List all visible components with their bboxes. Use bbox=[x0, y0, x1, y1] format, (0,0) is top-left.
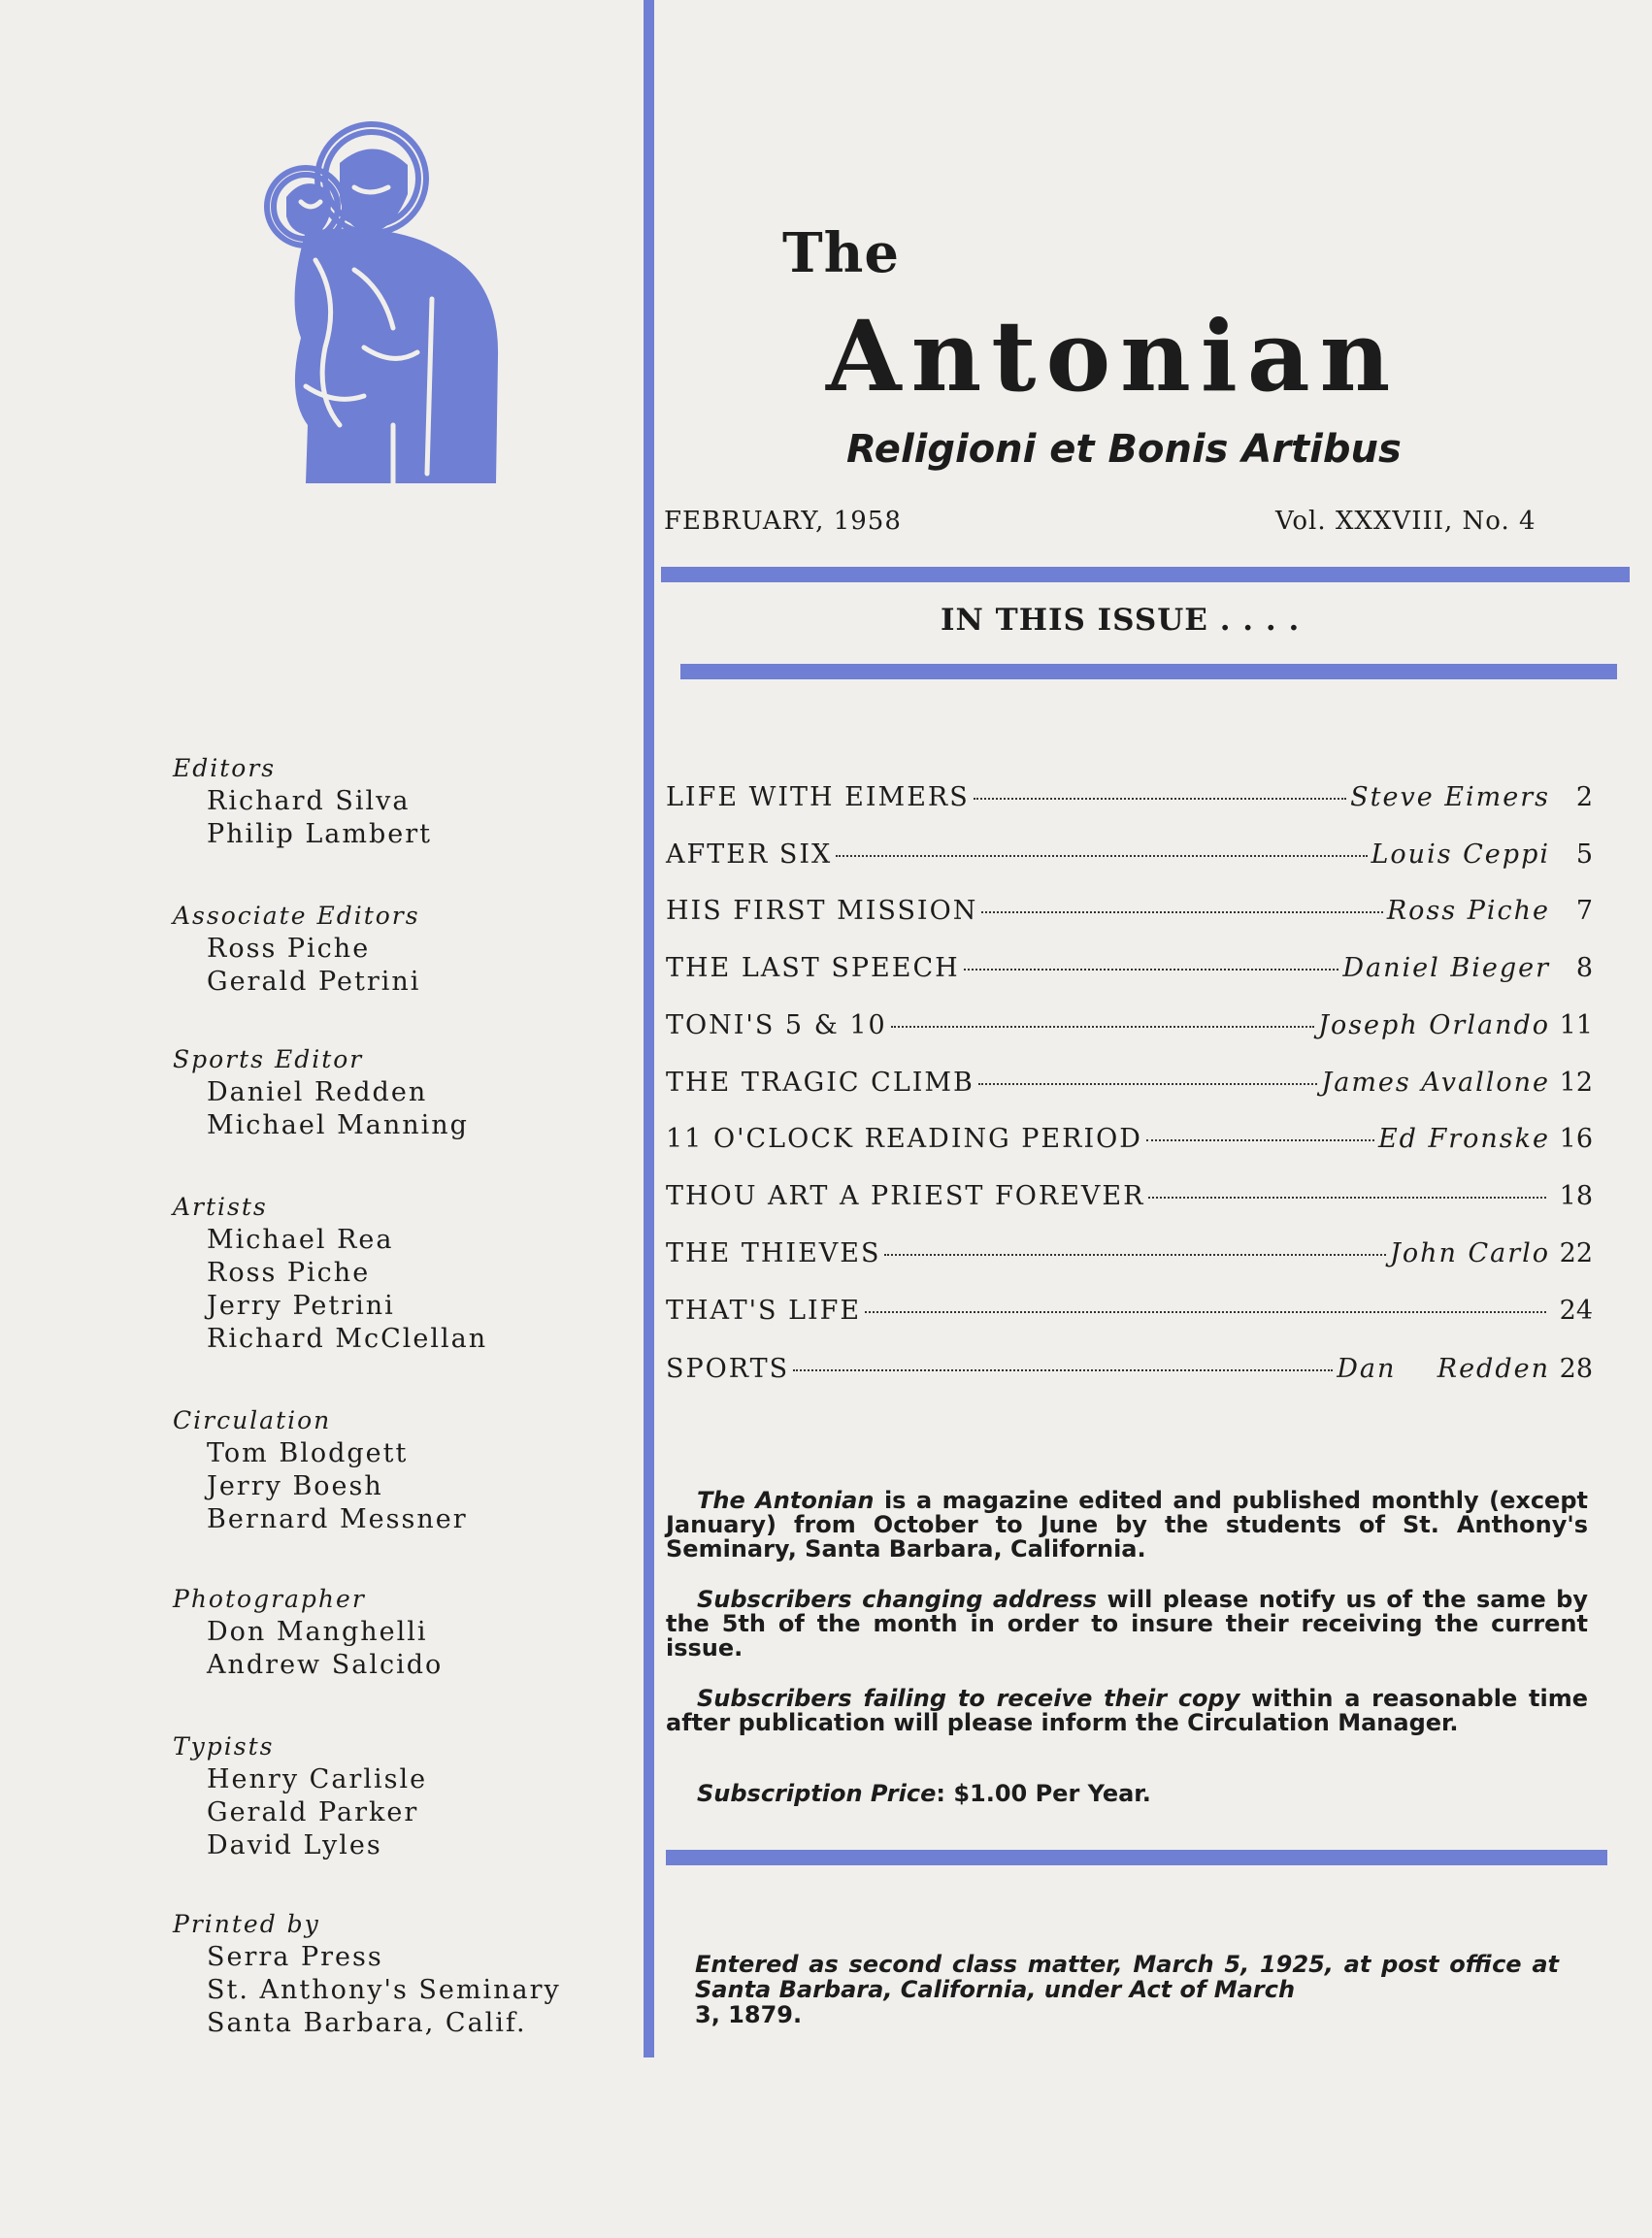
staff-name: Tom Blodgett bbox=[207, 1438, 409, 1468]
leader-dots bbox=[865, 1311, 1546, 1313]
contents-entry bbox=[666, 1238, 1593, 1277]
about-paragraph bbox=[666, 1489, 1588, 1562]
staff-group bbox=[173, 1404, 468, 1536]
entry-author: John Carlo bbox=[1390, 1238, 1550, 1268]
staff-name: Daniel Redden bbox=[207, 1077, 428, 1107]
entry-title: THAT'S LIFE bbox=[666, 1296, 862, 1326]
entry-author: Daniel Bieger bbox=[1342, 953, 1550, 983]
staff-group-title: Circulation bbox=[173, 1406, 332, 1434]
leader-dots bbox=[1146, 1139, 1374, 1141]
entry-author: Dan Redden bbox=[1337, 1354, 1550, 1384]
masthead-the: The bbox=[782, 221, 901, 285]
italic-phrase: Subscribers changing address bbox=[697, 1586, 1098, 1613]
staff-name: Philip Lambert bbox=[207, 819, 432, 849]
entry-author: Ross Piche bbox=[1386, 896, 1550, 926]
issue-volume: Vol. XXXVIII, No. 4 bbox=[1275, 507, 1536, 536]
issue-date: FEBRUARY, 1958 bbox=[664, 507, 902, 536]
saint-with-child-emblem-icon bbox=[248, 105, 519, 493]
entry-title: TONI'S 5 & 10 bbox=[666, 1010, 887, 1040]
contents-entry bbox=[666, 953, 1593, 992]
entry-title: THE THIEVES bbox=[666, 1238, 881, 1268]
contents-entry bbox=[666, 1068, 1593, 1106]
italic-phrase: Subscription Price bbox=[697, 1780, 937, 1807]
staff-name: Michael Rea bbox=[207, 1225, 394, 1255]
in-this-issue-heading: IN THIS ISSUE . . . . bbox=[941, 603, 1301, 638]
italic-phrase: The Antonian bbox=[697, 1487, 875, 1514]
entry-author: Louis Ceppi bbox=[1371, 839, 1550, 870]
contents-entry bbox=[666, 1354, 1593, 1393]
address-paragraph bbox=[666, 1588, 1588, 1661]
postal-entry-notice bbox=[695, 1952, 1559, 2027]
contents-entry bbox=[666, 1124, 1593, 1163]
staff-group-title: Typists bbox=[173, 1732, 275, 1761]
top-rule bbox=[661, 567, 1630, 582]
staff-name: Gerald Parker bbox=[207, 1797, 419, 1827]
paragraph-text: will please notify us of the same by the 5th of the month in order to insure their receiving the current issue. bbox=[666, 1586, 1588, 1662]
entry-page: 2 bbox=[1575, 782, 1593, 812]
entry-author: Steve Eimers bbox=[1350, 782, 1550, 812]
entry-page: 8 bbox=[1575, 953, 1593, 983]
leader-dots bbox=[978, 1083, 1318, 1085]
notice-date: 3, 1879. bbox=[695, 2001, 803, 2028]
leader-dots bbox=[964, 969, 1339, 971]
price-paragraph bbox=[666, 1782, 1588, 1806]
entry-title: SPORTS bbox=[666, 1354, 790, 1384]
entry-title: THE LAST SPEECH bbox=[666, 953, 960, 983]
staff-name: Ross Piche bbox=[207, 934, 371, 964]
entry-page: 16 bbox=[1559, 1124, 1593, 1154]
staff-group bbox=[173, 1730, 427, 1862]
leader-dots bbox=[836, 855, 1367, 857]
entry-page: 18 bbox=[1559, 1181, 1593, 1211]
staff-group-title: Printed by bbox=[173, 1910, 320, 1938]
entry-title: LIFE WITH EIMERS bbox=[666, 782, 970, 812]
staff-group bbox=[173, 1908, 561, 2040]
entry-author: James Avallone bbox=[1321, 1068, 1550, 1098]
paragraph-text: within a reasonable time after publication will please inform the Circulation Manager. bbox=[666, 1685, 1589, 1736]
vertical-divider bbox=[644, 0, 654, 2057]
staff-name: Richard Silva bbox=[207, 786, 411, 816]
masthead-title: Antonian bbox=[826, 299, 1401, 413]
bottom-rule bbox=[666, 1850, 1607, 1865]
contents-entry bbox=[666, 1296, 1593, 1334]
staff-name: Santa Barbara, Calif. bbox=[207, 2008, 527, 2038]
staff-name: Richard McClellan bbox=[207, 1324, 488, 1354]
leader-dots bbox=[891, 1026, 1314, 1028]
entry-page: 28 bbox=[1559, 1354, 1593, 1384]
masthead-motto: Religioni et Bonis Artibus bbox=[846, 427, 1402, 472]
leader-dots bbox=[884, 1254, 1386, 1256]
entry-page: 22 bbox=[1559, 1238, 1593, 1268]
contents-rule bbox=[680, 664, 1617, 679]
staff-group bbox=[173, 1043, 469, 1142]
staff-group-title: Photographer bbox=[173, 1585, 366, 1613]
entry-page: 24 bbox=[1559, 1296, 1593, 1326]
entry-title: 11 O'CLOCK READING PERIOD bbox=[666, 1124, 1142, 1154]
entry-page: 5 bbox=[1575, 839, 1593, 870]
staff-group bbox=[173, 1583, 443, 1682]
staff-group bbox=[173, 752, 432, 851]
italic-phrase: Subscribers failing to receive their copy bbox=[697, 1685, 1240, 1712]
staff-group-title: Editors bbox=[173, 754, 277, 782]
entry-page: 7 bbox=[1575, 896, 1593, 926]
delivery-paragraph bbox=[666, 1687, 1588, 1735]
staff-group-title: Artists bbox=[173, 1193, 268, 1221]
paragraph-text: : $1.00 Per Year. bbox=[936, 1780, 1151, 1807]
staff-group-title: Sports Editor bbox=[173, 1045, 364, 1073]
leader-dots bbox=[793, 1369, 1333, 1371]
staff-group-title: Associate Editors bbox=[173, 902, 420, 930]
contents-entry bbox=[666, 782, 1593, 821]
staff-name: Henry Carlisle bbox=[207, 1764, 428, 1794]
entry-title: HIS FIRST MISSION bbox=[666, 896, 978, 926]
staff-name: Ross Piche bbox=[207, 1258, 371, 1288]
entry-author: Ed Fronske bbox=[1377, 1124, 1550, 1154]
leader-dots bbox=[981, 911, 1382, 913]
staff-name: Serra Press bbox=[207, 1942, 383, 1972]
staff-name: Michael Manning bbox=[207, 1110, 469, 1140]
entry-author: Joseph Orlando bbox=[1318, 1010, 1550, 1040]
entry-title: THE TRAGIC CLIMB bbox=[666, 1068, 975, 1098]
leader-dots bbox=[1148, 1197, 1546, 1199]
staff-name: Andrew Salcido bbox=[207, 1650, 444, 1680]
staff-name: David Lyles bbox=[207, 1830, 382, 1860]
entry-title: AFTER SIX bbox=[666, 839, 833, 870]
staff-group bbox=[173, 900, 420, 999]
entry-title: THOU ART A PRIEST FOREVER bbox=[666, 1181, 1145, 1211]
entry-page: 12 bbox=[1559, 1068, 1593, 1098]
staff-name: Don Manghelli bbox=[207, 1617, 428, 1647]
contents-entry bbox=[666, 1010, 1593, 1049]
leader-dots bbox=[974, 798, 1346, 800]
contents-entry bbox=[666, 896, 1593, 935]
staff-name: Jerry Boesh bbox=[207, 1471, 383, 1501]
staff-name: St. Anthony's Seminary bbox=[207, 1975, 561, 2005]
staff-name: Jerry Petrini bbox=[207, 1291, 395, 1321]
staff-name: Gerald Petrini bbox=[207, 967, 421, 997]
staff-group bbox=[173, 1191, 487, 1356]
contents-entry bbox=[666, 1181, 1593, 1220]
staff-name: Bernard Messner bbox=[207, 1504, 468, 1534]
entry-page: 11 bbox=[1559, 1010, 1593, 1040]
notice-text: Entered as second class matter, March 5, 1925, at post office at Santa Barbara, California, under Act of March bbox=[695, 1951, 1559, 2003]
contents-entry bbox=[666, 839, 1593, 878]
paragraph-text: is a magazine edited and published monthly (except January) from October to June by the students of St. Anthony's Seminary, Santa Barbara, California. bbox=[666, 1487, 1588, 1563]
